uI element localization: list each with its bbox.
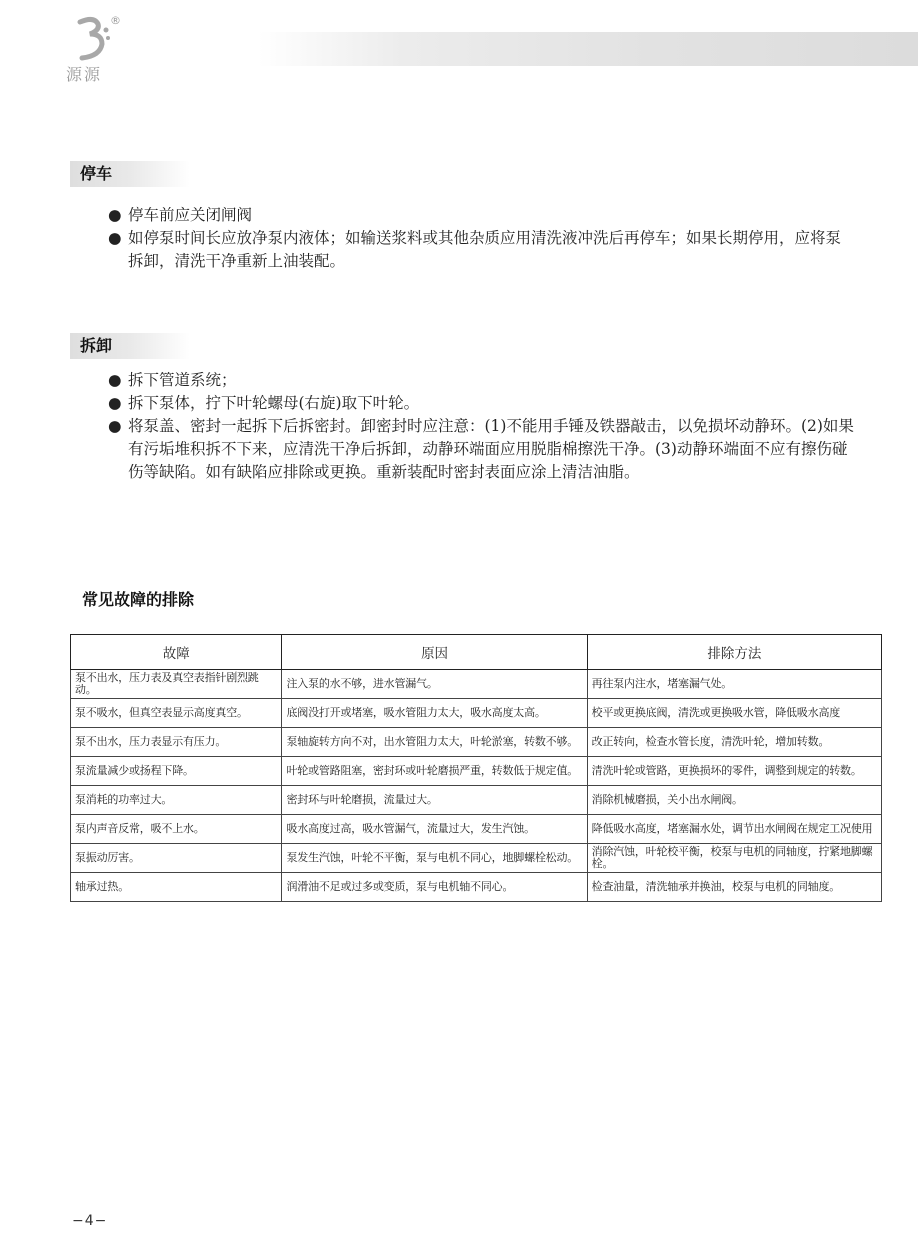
fault-cell: 泵不吸水，但真空表显示高度真空。 <box>71 699 282 728</box>
table-row <box>71 699 882 728</box>
section-title-disassembly: 拆卸 <box>70 333 190 359</box>
fault-cell: 轴承过热。 <box>71 873 282 902</box>
bullet-text: 停车前应关闭闸阀 <box>128 206 253 224</box>
disassembly-bullet-list <box>108 369 856 484</box>
fault-cell: 泵振动厉害。 <box>71 844 282 873</box>
fault-cell: 泵不出水，压力表及真空表指针剧烈跳动。 <box>71 670 282 699</box>
cause-cell: 注入泵的水不够，进水管漏气。 <box>282 670 587 699</box>
table-row <box>71 757 882 786</box>
fault-cell: 泵内声音反常，吸不上水。 <box>71 815 282 844</box>
stop-bullet-list <box>108 204 856 273</box>
cause-cell: 叶轮或管路阻塞，密封环或叶轮磨损严重，转数低于规定值。 <box>282 757 587 786</box>
table-row <box>71 786 882 815</box>
list-item <box>108 415 856 484</box>
list-item <box>108 392 856 415</box>
list-item <box>108 227 856 273</box>
cause-cell: 底阀没打开或堵塞，吸水管阻力太大，吸水高度太高。 <box>282 699 587 728</box>
bullet-text: 拆下泵体，拧下叶轮螺母(右旋)取下叶轮。 <box>128 394 420 412</box>
remedy-cell: 消除机械磨损，关小出水闸阀。 <box>587 786 881 815</box>
remedy-cell: 改正转向，检查水管长度，清洗叶轮，增加转数。 <box>587 728 881 757</box>
table-row <box>71 844 882 873</box>
bullet-icon: ● <box>108 206 122 224</box>
troubleshooting-table <box>70 634 882 902</box>
remedy-cell: 清洗叶轮或管路，更换损坏的零件，调整到规定的转数。 <box>587 757 881 786</box>
remedy-cell: 校平或更换底阀，清洗或更换吸水管，降低吸水高度 <box>587 699 881 728</box>
page-number: −4− <box>72 1213 108 1229</box>
list-item <box>108 204 856 227</box>
bullet-text: 拆下管道系统； <box>128 371 237 389</box>
bullet-text: 如停泵时间长应放净泵内液体；如输送浆料或其他杂质应用清洗液冲洗后再停车；如果长期停用，应将泵拆卸，清洗干净重新上油装配。 <box>128 229 842 270</box>
section-title-stop: 停车 <box>70 161 190 187</box>
remedy-cell: 降低吸水高度，堵塞漏水处，调节出水闸阀在规定工况使用 <box>587 815 881 844</box>
logo-text: 源源 <box>66 65 103 84</box>
bullet-text: 将泵盖、密封一起拆下后拆密封。卸密封时应注意：(1)不能用手锤及铁器敲击，以免损坏动静环。(2)如果有污垢堆积拆不下来，应清洗干净后拆卸，动静环端面应用脱脂棉擦洗干净。(3)动静环端面不应有擦伤碰伤等缺陷。如有缺陷应排除或更换。重新装配时密封表面应涂上清洁油脂。 <box>128 417 854 481</box>
table-header-row <box>71 635 882 670</box>
bullet-icon: ● <box>108 229 122 247</box>
remedy-cell: 检查油量，清洗轴承并换油，校泵与电机的同轴度。 <box>587 873 881 902</box>
fault-cell: 泵不出水，压力表显示有压力。 <box>71 728 282 757</box>
registered-mark: ® <box>110 14 121 27</box>
column-header-remedy: 排除方法 <box>587 635 881 670</box>
bullet-icon: ● <box>108 417 122 435</box>
column-header-fault: 故障 <box>71 635 282 670</box>
table-row <box>71 728 882 757</box>
table-row <box>71 815 882 844</box>
list-item <box>108 369 856 392</box>
header-band <box>258 32 918 66</box>
cause-cell: 泵发生汽蚀，叶轮不平衡，泵与电机不同心，地脚螺栓松动。 <box>282 844 587 873</box>
cause-cell: 泵轴旋转方向不对，出水管阻力太大，叶轮淤塞，转数不够。 <box>282 728 587 757</box>
fault-cell: 泵流量减少或扬程下降。 <box>71 757 282 786</box>
section-title-troubleshooting: 常见故障的排除 <box>82 590 195 609</box>
bullet-icon: ● <box>108 371 122 389</box>
cause-cell: 密封环与叶轮磨损，流量过大。 <box>282 786 587 815</box>
fault-cell: 泵消耗的功率过大。 <box>71 786 282 815</box>
table-row <box>71 670 882 699</box>
bullet-icon: ● <box>108 394 122 412</box>
brand-logo <box>66 14 130 86</box>
column-header-cause: 原因 <box>282 635 587 670</box>
remedy-cell: 消除汽蚀，叶轮校平衡，校泵与电机的同轴度，拧紧地脚螺栓。 <box>587 844 881 873</box>
remedy-cell: 再往泵内注水，堵塞漏气处。 <box>587 670 881 699</box>
table-row <box>71 873 882 902</box>
cause-cell: 吸水高度过高，吸水管漏气，流量过大，发生汽蚀。 <box>282 815 587 844</box>
cause-cell: 润滑油不足或过多或变质，泵与电机轴不同心。 <box>282 873 587 902</box>
